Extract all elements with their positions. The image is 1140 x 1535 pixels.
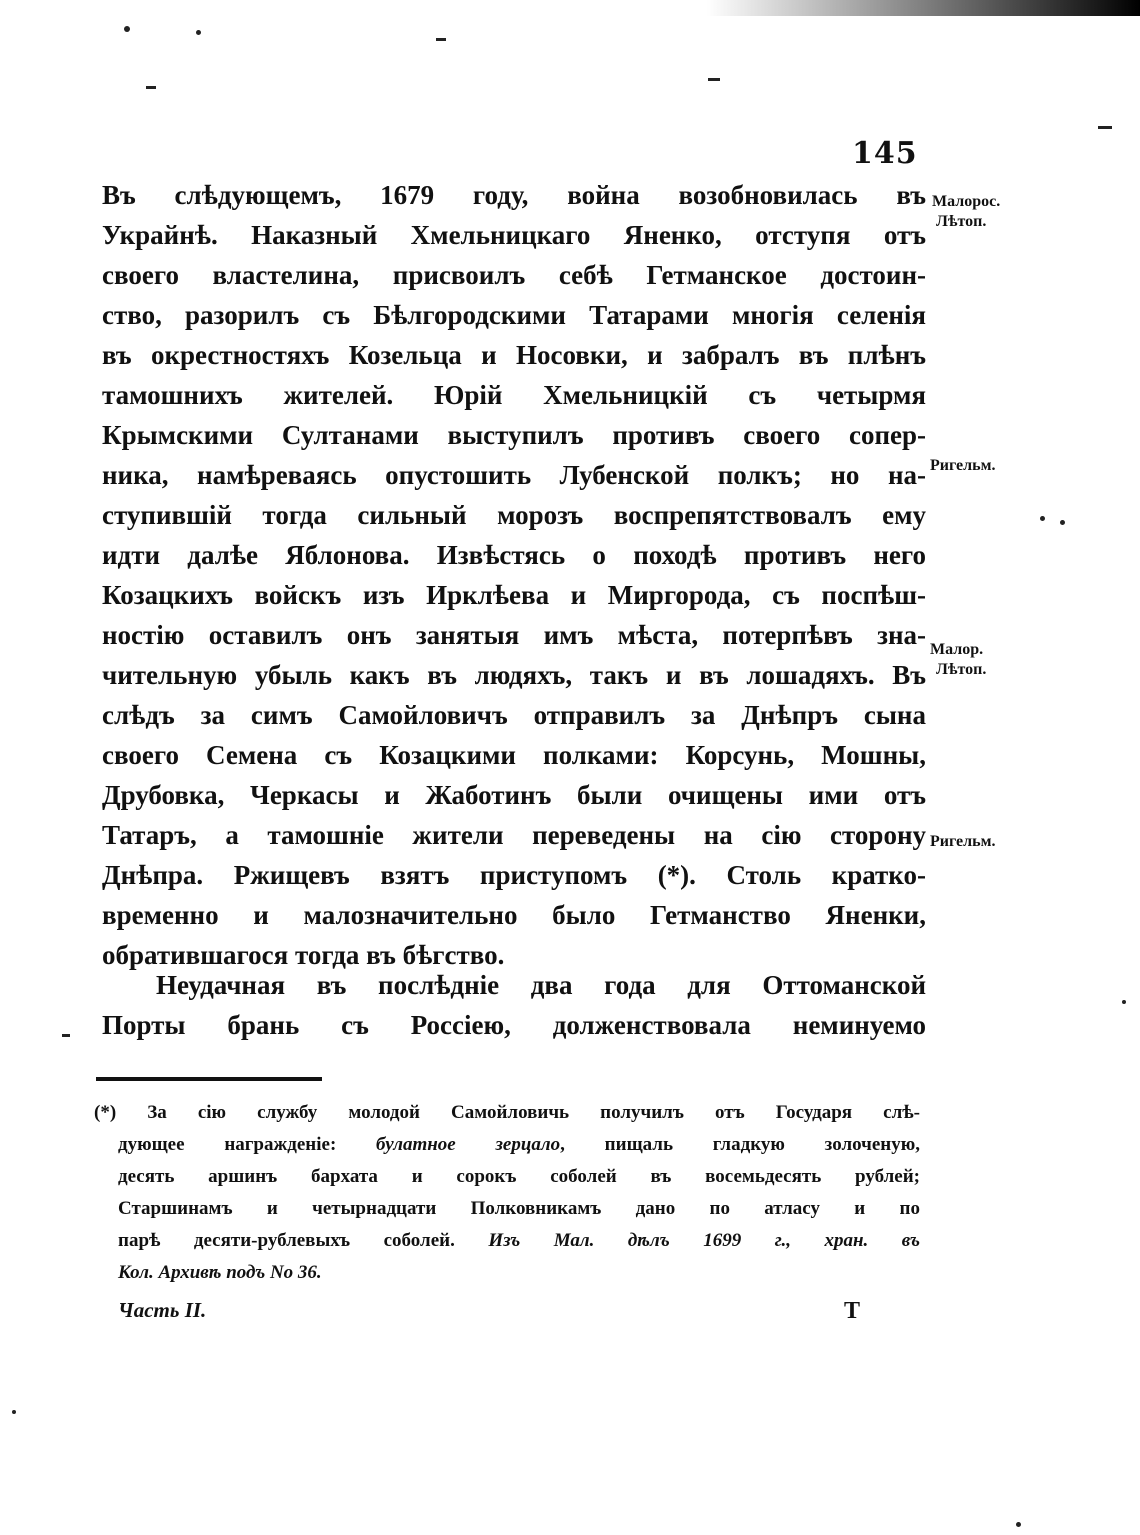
scan-speck bbox=[62, 1034, 70, 1037]
text-line: Украйнѣ. Наказный Хмельницкаго Яненко, отступя отъ bbox=[102, 220, 926, 250]
footnote-line: Старшинамъ и четырнадцати Полковникамъ дано по атласу и по bbox=[118, 1198, 920, 1219]
text-line: ступившій тогда сильный морозъ воспрепятствовалъ ему bbox=[102, 500, 926, 530]
text-line: Въ слѣдующемъ, 1679 году, война возобновилась въ bbox=[102, 180, 926, 210]
footnote bbox=[94, 1097, 920, 1289]
text-line: ство, разорилъ съ Бѣлгородскими Татарами многія селенія bbox=[102, 300, 926, 330]
text-line: Порты брань съ Россіею, долженствовала неминуемо bbox=[102, 1010, 926, 1040]
scan-speck bbox=[12, 1410, 16, 1414]
paragraph-continuation bbox=[102, 965, 926, 1045]
footnote-italic: Изъ Мал. дѣлъ 1699 г., хран. въ bbox=[488, 1230, 920, 1251]
margin-note-line: Лѣтоп. bbox=[936, 661, 987, 678]
signature-mark: Часть II. bbox=[118, 1298, 207, 1322]
text-line: Днѣпра. Ржищевъ взятъ приступомъ (*). Столь кратко- bbox=[102, 860, 926, 890]
text-line: чительную убыль какъ въ людяхъ, такъ и въ лошадяхъ. Въ bbox=[102, 660, 926, 690]
scan-top-edge bbox=[0, 0, 1140, 16]
footnote-text: , пищаль гладкую золоченую, bbox=[560, 1134, 920, 1155]
margin-note-line: Ригельм. bbox=[930, 457, 996, 474]
scan-speck bbox=[124, 26, 130, 32]
footnote-line bbox=[94, 1129, 920, 1161]
scan-speck bbox=[1040, 516, 1045, 521]
margin-note bbox=[930, 640, 986, 680]
text-line: своего властелина, присвоилъ себѣ Гетманское достоин- bbox=[102, 260, 926, 290]
text-line: Неудачная въ послѣдніе два года для Оттоманской bbox=[156, 970, 926, 1000]
footnote-line bbox=[94, 1257, 920, 1289]
text-line: своего Семена съ Козацкими полками: Корсунь, Мошны, bbox=[102, 740, 926, 770]
scan-speck bbox=[436, 38, 446, 41]
text-line: Татаръ, а тамошніе жители переведены на сію сторону bbox=[102, 820, 926, 850]
scan-speck bbox=[1060, 520, 1065, 525]
footnote-rule bbox=[96, 1077, 322, 1081]
margin-note-line: Ригельм. bbox=[930, 833, 996, 850]
scan-speck bbox=[146, 86, 156, 89]
scan-speck bbox=[1016, 1522, 1021, 1527]
margin-note-line: Малорос. bbox=[932, 193, 1001, 210]
text-line-last: обратившагося тогда въ бѣгство. bbox=[102, 940, 505, 970]
margin-note bbox=[930, 456, 995, 476]
footnote-line: десять аршинъ бархата и сорокъ соболей въ восемьдесять рублей; bbox=[118, 1166, 920, 1187]
footnote-text: дующее награжденіе: bbox=[118, 1134, 377, 1155]
text-line: Крымскими Султанами выступилъ противъ своего сопер- bbox=[102, 420, 926, 450]
margin-note bbox=[932, 192, 1000, 232]
footnote-italic: Кол. Архивѣ подъ No 36. bbox=[118, 1262, 322, 1283]
footnote-line bbox=[94, 1225, 920, 1257]
footnote-italic: булатное зерцало bbox=[376, 1134, 561, 1155]
text-line: Козацкихъ войскъ изъ Ирклѣева и Миргорода, съ поспѣш- bbox=[102, 580, 926, 610]
footnote-text: парѣ десяти-рублевыхъ соболей. bbox=[118, 1230, 489, 1251]
scan-speck bbox=[1122, 1000, 1126, 1004]
scan-speck bbox=[196, 30, 201, 35]
page-number: 145 bbox=[852, 136, 918, 171]
scan-speck bbox=[708, 78, 720, 81]
gathering-mark: Т bbox=[844, 1298, 861, 1324]
text-line: идти далѣе Яблонова. Извѣстясь о походѣ противъ него bbox=[102, 540, 926, 570]
margin-note-line: Малор. bbox=[930, 641, 984, 658]
text-line: въ окрестностяхъ Козельца и Носовки, и забралъ въ плѣнъ bbox=[102, 340, 926, 370]
footnote-line: (*) За сію службу молодой Самойловичь получилъ отъ Государя слѣ- bbox=[94, 1102, 920, 1123]
text-line: временно и малозначительно было Гетманство Яненки, bbox=[102, 900, 926, 930]
text-line: ностію оставилъ онъ занятыя имъ мѣста, потерпѣвъ зна- bbox=[102, 620, 926, 650]
paragraph-main bbox=[102, 175, 926, 975]
margin-note-line: Лѣтоп. bbox=[936, 213, 987, 230]
text-line: Друбовка, Черкасы и Жаботинъ были очищены ими отъ bbox=[102, 780, 926, 810]
text-line: ника, намѣреваясь опустошить Лубенской полкъ; но на- bbox=[102, 460, 926, 490]
text-line: тамошнихъ жителей. Юрій Хмельницкій съ четырмя bbox=[102, 380, 926, 410]
margin-note bbox=[930, 832, 995, 852]
scan-speck bbox=[1098, 126, 1112, 129]
text-line: слѣдъ за симъ Самойловичъ отправилъ за Днѣпръ сына bbox=[102, 700, 926, 730]
